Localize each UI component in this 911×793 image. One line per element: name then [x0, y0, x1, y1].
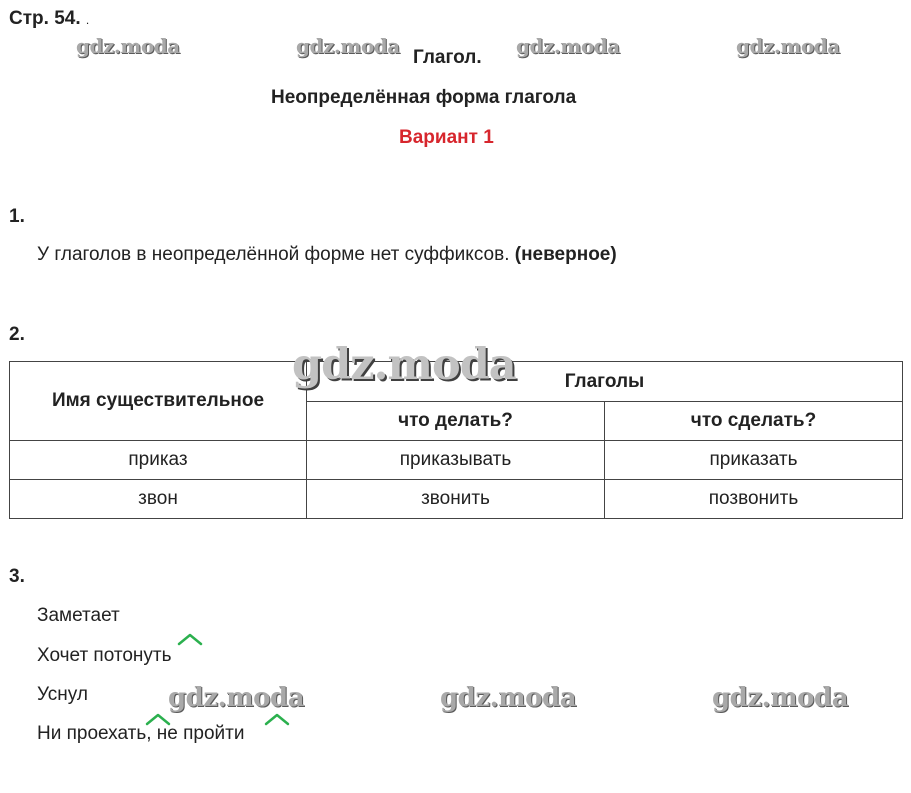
watermark: gdz.moda: [76, 34, 180, 58]
table-cell: приказать: [605, 441, 903, 480]
table-cell: звонить: [307, 480, 605, 519]
watermark: gdz.moda: [292, 340, 516, 390]
task-3-line: Уснул: [37, 684, 88, 705]
task-1-statement: У глаголов в неопределённой форме нет суффиксов.: [37, 244, 510, 265]
task-3-number: 3.: [9, 566, 25, 587]
header-noun: Имя существительное: [10, 362, 307, 441]
suffix-mark-icon: [264, 712, 290, 726]
watermark: gdz.moda: [712, 683, 849, 713]
watermark: gdz.moda: [440, 683, 577, 713]
topic-title: Глагол.: [413, 47, 482, 68]
task-1-text: [37, 244, 617, 266]
watermark: gdz.moda: [516, 34, 620, 58]
header-verbs: Глаголы: [307, 362, 903, 402]
task-1-answer: (неверное): [514, 244, 617, 265]
suffix-mark-icon: [145, 712, 171, 726]
table-row: [10, 441, 903, 480]
watermark: gdz.moda: [736, 34, 840, 58]
task-3-line: Заметает: [37, 605, 120, 626]
variant-label: Вариант 1: [399, 127, 494, 148]
task-1-number: 1.: [9, 206, 25, 227]
topic-subtitle: Неопределённая форма глагола: [271, 87, 577, 108]
table-cell: позвонить: [605, 480, 903, 519]
header-perfective: что сделать?: [605, 402, 903, 441]
task-3-line: Ни проехать, не пройти: [37, 723, 245, 744]
task-3-line: Хочет потонуть: [37, 645, 172, 666]
watermark: gdz.moda: [168, 683, 305, 713]
page-label: Стр. 54. .: [9, 8, 90, 29]
watermark: gdz.moda: [296, 34, 400, 58]
table-row: [10, 480, 903, 519]
table-cell: приказывать: [307, 441, 605, 480]
task-2-number: 2.: [9, 324, 25, 345]
table-cell: звон: [10, 480, 307, 519]
header-imperfective: что делать?: [307, 402, 605, 441]
table-cell: приказ: [10, 441, 307, 480]
suffix-mark-icon: [177, 632, 203, 646]
